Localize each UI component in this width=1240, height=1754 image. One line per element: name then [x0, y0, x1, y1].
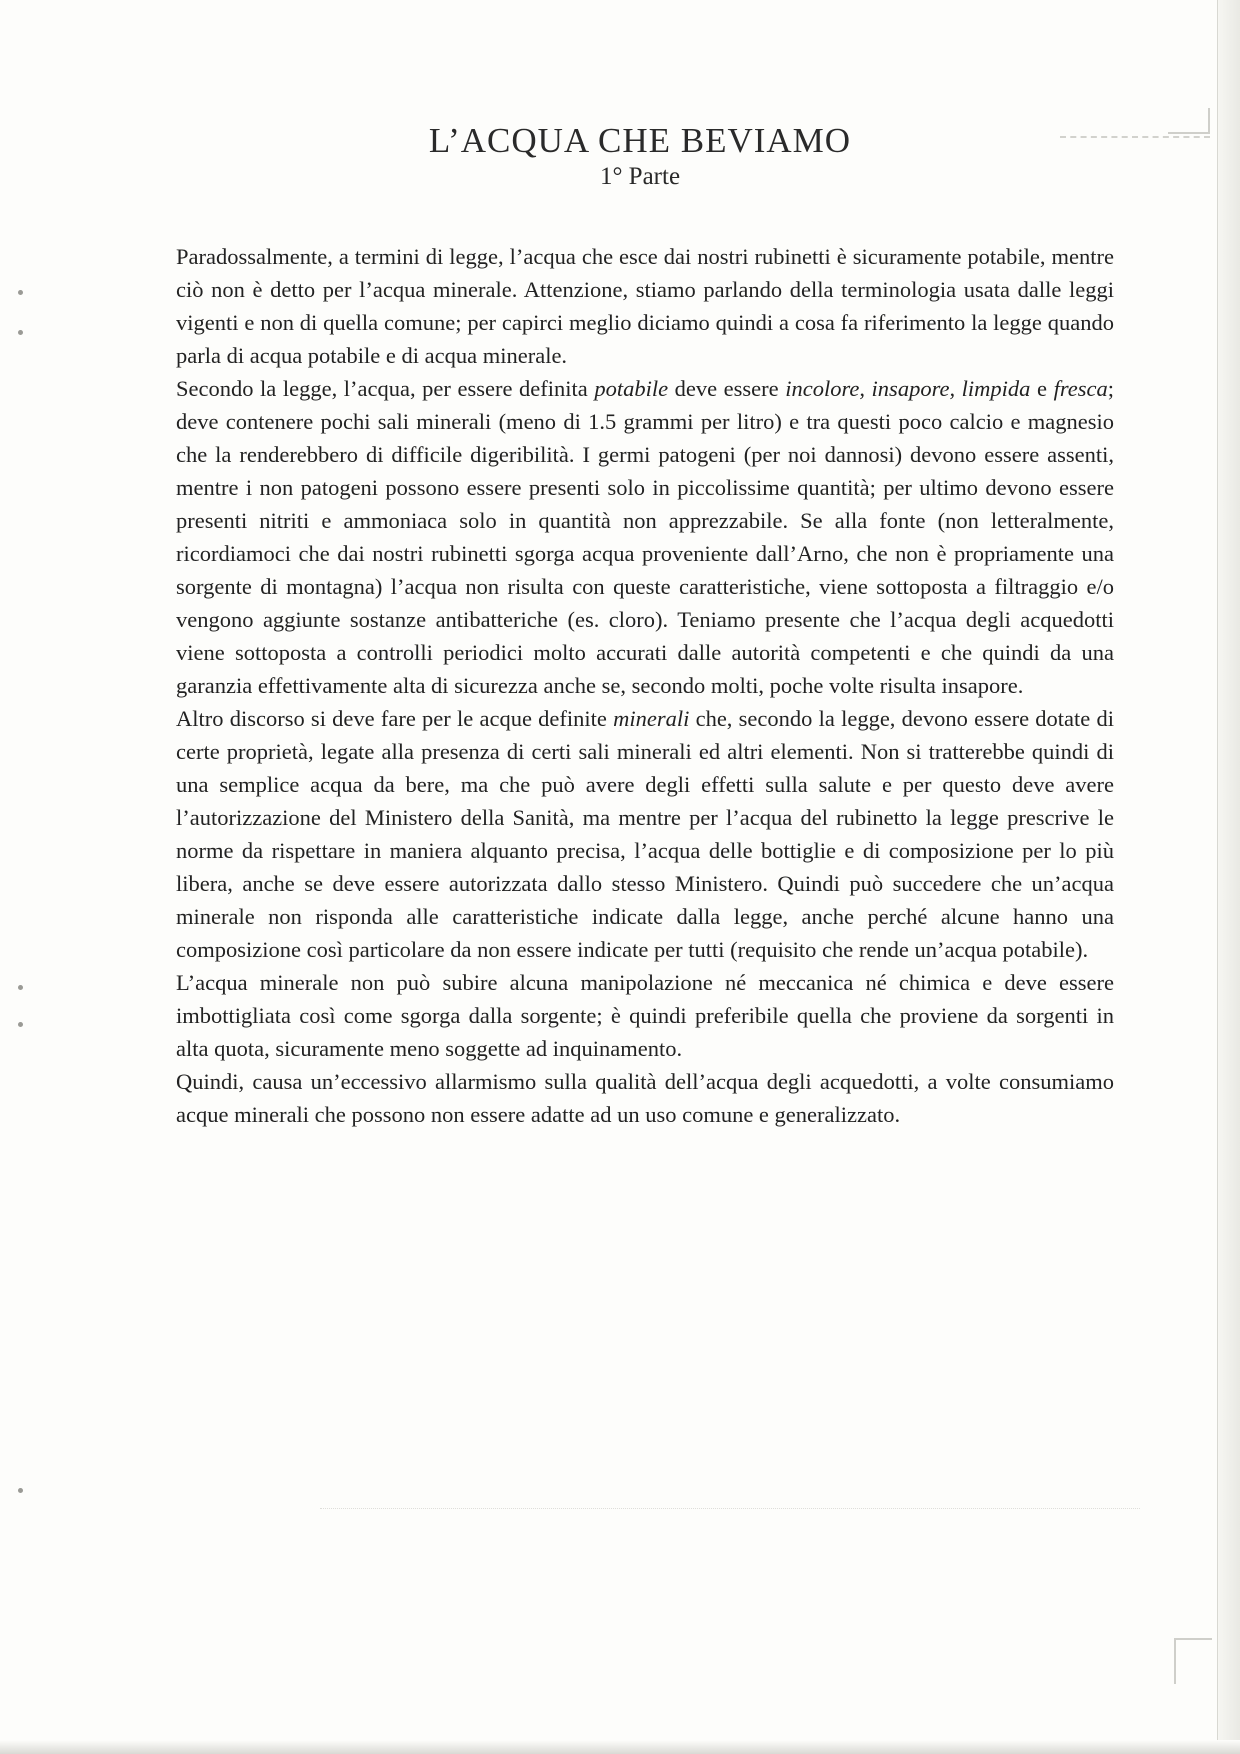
paragraph-5: Quindi, causa un’eccessivo allarmismo sulla qualità dell’acqua degli acquedotti, a volte consumiamo acque minerali che possono non essere adatte ad un uso comune e generalizzato. — [176, 1069, 1114, 1127]
paragraph-2: Secondo la legge, l’acqua, per essere definita potabile deve essere incolore, insapore, limpida e fresca; deve contenere pochi sali minerali (meno di 1.5 grammi per litro) e tra questi poco calcio e magnesio che la renderebbero di difficile digeribilità. I germi patogeni (per noi dannosi) devono essere assenti, mentre i non patogeni possono essere presenti solo in piccolissime quantità; per ultimo devono essere presenti nitriti e ammoniaca solo in quantità non apprezzabile. Se alla fonte (non letteralmente, ricordiamoci che dai nostri rubinetti sgorga acqua proveniente dall’Arno, che non è propriamente una sorgente di montagna) l’acqua non risulta con queste caratteristiche, viene sottoposta a filtraggio e/o vengono aggiunte sostanze antibatteriche (es. cloro). Teniamo presente che l’acqua degli acquedotti viene sottoposta a controlli periodici molto accurati dalle autorità competenti e che quindi da una garanzia effettivamente alta di sicurezza anche se, secondo molti, poche volte risulta insapore. — [176, 376, 1114, 698]
document-title: L’ACQUA CHE BEVIAMO — [428, 121, 852, 160]
binder-hole-mark — [18, 330, 23, 335]
binder-hole-mark — [18, 1022, 23, 1027]
paragraph-3: Altro discorso si deve fare per le acque definite minerali che, secondo la legge, devono essere dotate di certe proprietà, legate alla presenza di certi sali minerali ed altri elementi. Non si tratterebbe quindi di una semplice acqua da bere, ma che può avere degli effetti sulla salute e per questo deve avere l’autorizzazione del Ministero della Sanità, ma mentre per l’acqua del rubinetto la legge prescrive le norme da rispettare in maniera alquanto precisa, l’acqua delle bottiglie e di composizione per lo più libera, anche se deve essere autorizzata dallo stesso Ministero. Quindi può succedere che un’acqua minerale non risponda alle caratteristiche indicate dalla legge, anche perché alcune hanno una composizione così particolare da non essere indicate per tutti (requisito che rende un’acqua potabile). — [176, 706, 1115, 962]
scan-corner-mark — [1174, 1638, 1212, 1684]
page-bottom-shadow — [0, 1740, 1240, 1754]
document-subtitle: 1° Parte — [599, 163, 681, 190]
binder-hole-mark — [18, 290, 23, 295]
page-edge-shadow — [1217, 0, 1240, 1754]
paragraph-4: L’acqua minerale non può subire alcuna manipolazione né meccanica né chimica e deve essere imbottigliata così come sgorga dalla sorgente; è quindi preferibile quella che proviene da sorgenti in alta quota, sicuramente meno soggette ad inquinamento. — [176, 970, 1114, 1061]
binder-hole-mark — [18, 985, 23, 990]
document-body — [176, 240, 1114, 1131]
document-header — [180, 120, 1100, 192]
binder-hole-mark — [18, 1488, 23, 1493]
bleed-through-mark — [320, 1508, 1140, 1533]
paragraph-1: Paradossalmente, a termini di legge, l’acqua che esce dai nostri rubinetti è sicuramente potabile, mentre ciò non è detto per l’acqua minerale. Attenzione, stiamo parlando della terminologia usata dalle leggi vigenti e non di quella comune; per capirci meglio diciamo quindi a cosa fa riferimento la legge quando parla di acqua potabile e di acqua minerale. — [176, 244, 1114, 368]
scan-corner-mark — [1168, 108, 1210, 134]
